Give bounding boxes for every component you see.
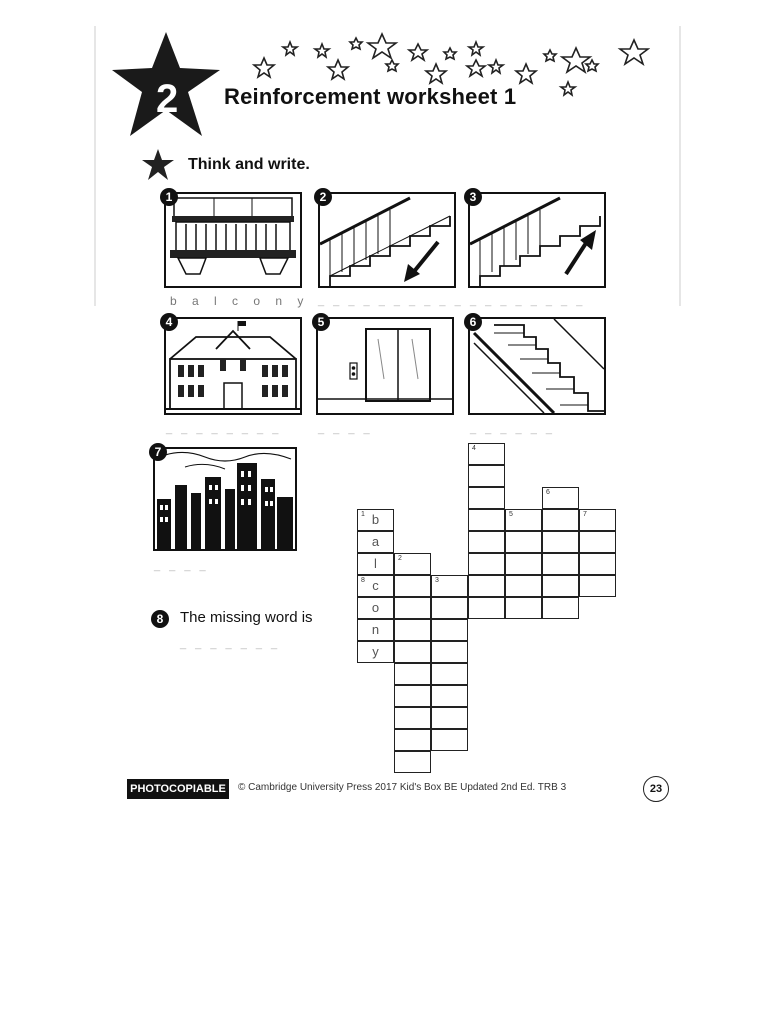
picture-upstairs <box>468 192 606 288</box>
picture-number: 1 <box>160 188 178 206</box>
crossword-cell[interactable] <box>394 707 431 729</box>
crossword-cell[interactable] <box>542 553 579 575</box>
crossword-cell[interactable] <box>542 487 579 509</box>
exercise-instruction: Think and write. <box>188 156 310 173</box>
picture-stairs <box>468 317 606 415</box>
crossword-cell[interactable] <box>431 619 468 641</box>
crossword-cell[interactable] <box>542 531 579 553</box>
worksheet-page <box>80 26 682 816</box>
crossword-cell[interactable] <box>357 553 394 575</box>
crossword-cell[interactable] <box>505 597 542 619</box>
crossword-cell[interactable] <box>357 509 394 531</box>
crossword-cell[interactable] <box>542 597 579 619</box>
crossword-cell[interactable] <box>468 443 505 465</box>
crossword-cell[interactable] <box>579 531 616 553</box>
crossword-cell[interactable] <box>542 509 579 531</box>
crossword-letter: c <box>372 578 379 593</box>
decorative-stars-icon <box>250 30 650 105</box>
answer-blanks: _ _ _ _ <box>318 423 373 435</box>
crossword-cell[interactable] <box>394 619 431 641</box>
crossword-cell[interactable] <box>542 575 579 597</box>
crossword-cell[interactable] <box>394 685 431 707</box>
crossword-cell[interactable] <box>431 641 468 663</box>
crossword-cell[interactable] <box>431 685 468 707</box>
picture-number: 2 <box>314 188 332 206</box>
page-edge-left <box>94 26 96 306</box>
picture-building <box>164 317 302 415</box>
picture-balcony <box>164 192 302 288</box>
crossword-cell[interactable] <box>431 707 468 729</box>
crossword-cell[interactable] <box>468 487 505 509</box>
picture-number: 6 <box>464 313 482 331</box>
crossword-clue-number: 7 <box>583 511 587 518</box>
crossword-cell[interactable] <box>394 729 431 751</box>
answer-blanks: _ _ _ _ _ _ _ _ <box>166 423 282 435</box>
crossword-cell[interactable] <box>394 597 431 619</box>
unit-number: 2 <box>156 77 179 121</box>
picture-city <box>153 447 297 551</box>
crossword-cell[interactable] <box>357 597 394 619</box>
answer-blanks: _ _ _ _ _ _ <box>470 423 555 435</box>
photocopiable-badge: PHOTOCOPIABLE <box>127 779 229 799</box>
unit-star-badge <box>110 30 222 140</box>
crossword-cell[interactable] <box>505 553 542 575</box>
crossword-letter: l <box>374 556 377 571</box>
crossword-clue-number: 5 <box>509 511 513 518</box>
crossword-cell[interactable] <box>394 663 431 685</box>
crossword-cell[interactable] <box>579 553 616 575</box>
page-edge-right <box>679 26 681 306</box>
crossword-clue-number: 4 <box>472 445 476 452</box>
crossword-cell[interactable] <box>579 575 616 597</box>
picture-number: 5 <box>312 313 330 331</box>
missing-word-blanks: _ _ _ _ _ _ _ <box>180 638 281 650</box>
crossword-cell[interactable] <box>468 531 505 553</box>
crossword-clue-number: 2 <box>398 555 402 562</box>
crossword-cell[interactable] <box>505 575 542 597</box>
crossword-letter: y <box>372 644 379 659</box>
unit-label: Unit <box>174 45 202 67</box>
crossword-letter: n <box>371 622 380 637</box>
crossword-cell[interactable] <box>431 663 468 685</box>
crossword-cell[interactable] <box>468 509 505 531</box>
crossword-cell[interactable] <box>468 553 505 575</box>
crossword-cell[interactable] <box>394 751 431 773</box>
answer-blanks: _ _ _ _ <box>154 560 209 572</box>
crossword-letter: a <box>371 534 380 549</box>
question-number: 8 <box>151 610 169 628</box>
crossword-cell[interactable] <box>394 641 431 663</box>
crossword-cell[interactable] <box>357 641 394 663</box>
copyright-text: © Cambridge University Press 2017 Kid's Box BE Updated 2nd Ed. TRB 3 <box>238 782 567 793</box>
crossword-cell[interactable] <box>431 729 468 751</box>
missing-word-prompt: The missing word is <box>180 609 313 626</box>
crossword-cell[interactable] <box>394 553 431 575</box>
picture-number: 4 <box>160 313 178 331</box>
crossword-cell[interactable] <box>357 575 394 597</box>
picture-number: 3 <box>464 188 482 206</box>
picture-lift <box>316 317 454 415</box>
crossword-cell[interactable] <box>468 575 505 597</box>
answer-blanks: _ _ _ _ _ _ _ _ <box>470 295 586 307</box>
crossword-letter: o <box>371 600 380 615</box>
picture-downstairs <box>318 192 456 288</box>
answer-balcony: b a l c o n y <box>170 294 310 308</box>
crossword-cell[interactable] <box>357 531 394 553</box>
crossword-letter: b <box>371 512 380 527</box>
answer-blanks: _ _ _ _ _ _ _ _ _ _ <box>318 295 464 307</box>
crossword-cell[interactable] <box>394 575 431 597</box>
crossword-clue-number: 8 <box>361 577 365 584</box>
page-number: 23 <box>643 776 669 802</box>
crossword-cell[interactable] <box>505 531 542 553</box>
worksheet-title: Reinforcement worksheet 1 <box>224 84 517 109</box>
crossword-cell[interactable] <box>468 597 505 619</box>
crossword-clue-number: 1 <box>361 511 365 518</box>
crossword-cell[interactable] <box>505 509 542 531</box>
crossword-cell[interactable] <box>431 597 468 619</box>
exercise-star-icon <box>140 148 176 182</box>
crossword-cell[interactable] <box>468 465 505 487</box>
crossword-clue-number: 3 <box>435 577 439 584</box>
crossword-clue-number: 6 <box>546 489 550 496</box>
picture-number: 7 <box>149 443 167 461</box>
crossword-cell[interactable] <box>357 619 394 641</box>
crossword-cell[interactable] <box>579 509 616 531</box>
crossword-cell[interactable] <box>431 575 468 597</box>
